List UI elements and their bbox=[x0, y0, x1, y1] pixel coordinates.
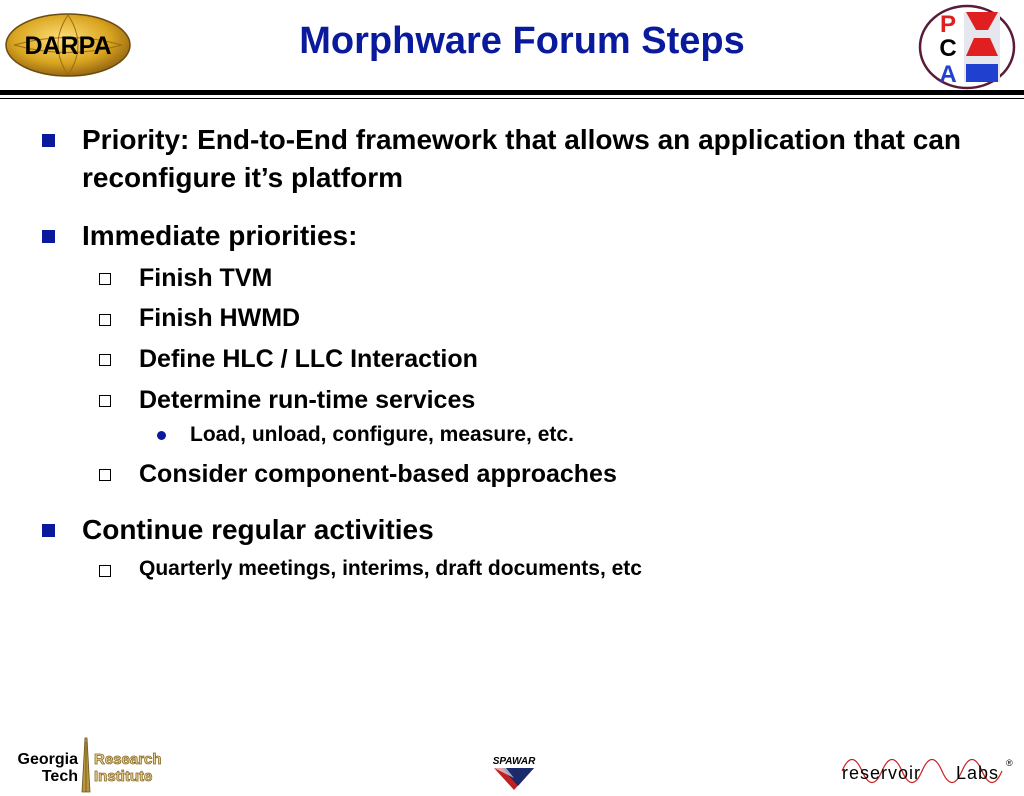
pca-letter-a: A bbox=[939, 61, 957, 88]
pca-letter-c: C bbox=[939, 35, 957, 62]
bullet-item: Priority: End-to-End framework that allows an application that can reconfigure it’s platform bbox=[82, 124, 961, 193]
bullet-item: Finish TVM bbox=[139, 264, 273, 292]
gtri-logo-line1: Research bbox=[94, 751, 162, 768]
bullet-item: Finish HWMD bbox=[139, 304, 301, 332]
square-bullet-icon bbox=[42, 230, 55, 243]
bullet-item: Load, unload, configure, measure, etc. bbox=[190, 423, 574, 446]
header-rule-thick bbox=[0, 90, 1024, 95]
gtri-logo bbox=[6, 736, 176, 794]
spawar-logo-text: SPAWAR bbox=[492, 756, 536, 767]
hollow-square-bullet-icon bbox=[99, 469, 111, 481]
square-bullet-icon bbox=[42, 524, 55, 537]
spawar-logo bbox=[484, 752, 544, 794]
hollow-square-bullet-icon bbox=[99, 565, 111, 577]
labs-logo-text: Labs bbox=[956, 763, 1000, 783]
bullet-item: Consider component-based approaches bbox=[139, 460, 617, 488]
bullet-item: Quarterly meetings, interims, draft documents, etc bbox=[139, 557, 642, 580]
darpa-logo-text: DARPA bbox=[24, 32, 112, 60]
header-rule-thin bbox=[0, 98, 1024, 99]
hollow-square-bullet-icon bbox=[99, 314, 111, 326]
registered-mark: ® bbox=[1006, 758, 1013, 768]
pca-logo bbox=[918, 4, 1016, 90]
gt-logo-line2: Tech bbox=[41, 768, 78, 785]
bullet-item: Define HLC / LLC Interaction bbox=[139, 345, 478, 373]
gtri-logo-line2: Institute bbox=[94, 768, 153, 785]
dot-bullet-icon bbox=[157, 431, 166, 440]
hollow-square-bullet-icon bbox=[99, 395, 111, 407]
bullet-item: Continue regular activities bbox=[82, 514, 434, 545]
reservoir-labs-logo bbox=[838, 748, 1018, 794]
bullet-item: Immediate priorities: bbox=[82, 220, 358, 251]
bullet-item: Determine run-time services bbox=[139, 386, 476, 414]
slide-title: Morphware Forum Steps bbox=[299, 20, 745, 62]
reservoir-logo-text: reservoir bbox=[842, 763, 922, 783]
pca-letter-p: P bbox=[939, 11, 957, 38]
gt-logo-line1: Georgia bbox=[17, 751, 78, 768]
hollow-square-bullet-icon bbox=[99, 354, 111, 366]
hollow-square-bullet-icon bbox=[99, 273, 111, 285]
square-bullet-icon bbox=[42, 134, 55, 147]
